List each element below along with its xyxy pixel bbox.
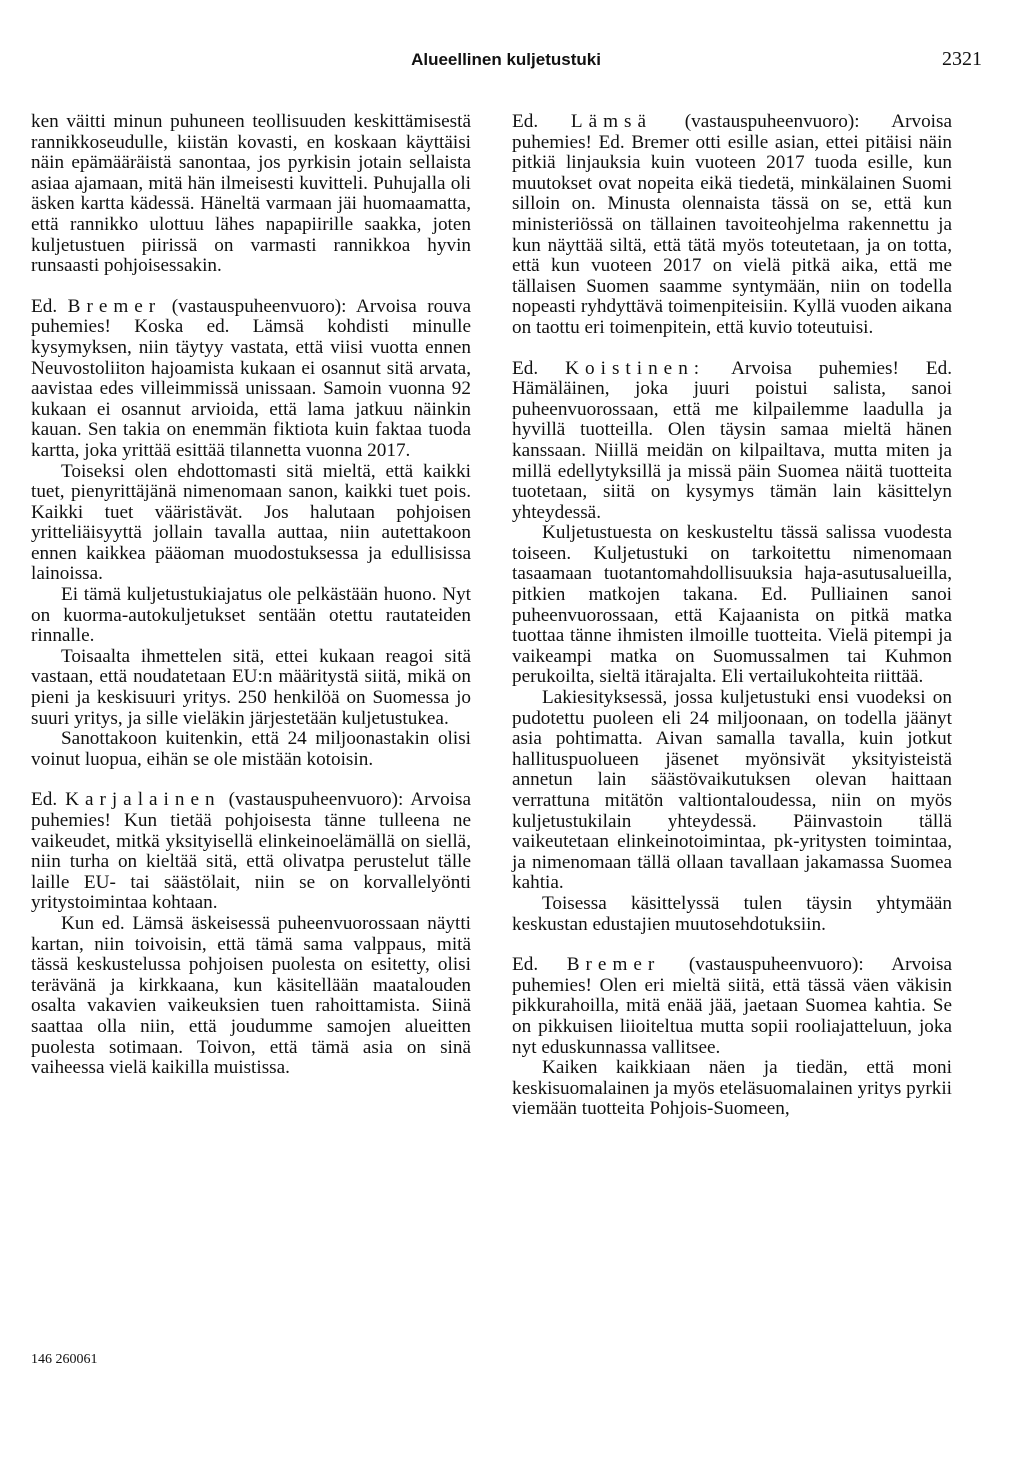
paragraph: Toisaalta ihmettelen sitä, ettei kukaan reagoi sitä vastaan, että noudatetaan EU:n määritystä siitä, mikä on pieni ja keskisuuri yritys. 250 henkilöä on Suomessa jo suuri yritys, ja sille vieläkin järjestetään kuljetustukea.	[31, 645, 471, 729]
speaker-name: Karjalainen	[65, 789, 221, 811]
speaker-name: Bremer	[67, 295, 162, 317]
paragraph: Sanottakoon kuitenkin, että 24 miljoonastakin olisi voinut luopua, eihän se ole mistään kotoisin.	[31, 728, 471, 770]
print-code: 146 260061	[31, 1352, 98, 1367]
page-header	[30, 50, 982, 84]
speech-text: (vastauspuheenvuoro): Arvoisa puhemies! Ed. Bremer otti esille asian, ettei pitäisi näin pitkiä linjauksia kuin vuoteen 2017 tuoda esille, kun muutokset ovat nopeita eikä tiedetä, minkälainen Suomi silloin on. Minusta olennaista tässä on se, että kun ministeriössä on tällainen tavoiteohjelma rakennettu ja kun näyttää siltä, että tätä myös toteutetaan, ja on totta, että kun vuoteen 2017 on vielä pitkä aika, että me tällaisen Suomen saamme syntymään, niin on todella nopeasti ryhdyttävä toimenpiteisiin. Kyllä vuoden aikana on taottu eri toimenpitein, että kuvio toteutuisi.	[512, 111, 952, 338]
speech-karjalainen	[31, 790, 471, 914]
speech-koistinen	[512, 359, 952, 524]
paragraph: Kun ed. Lämsä äskeisessä puheenvuorossaan näytti kartan, niin toivoisin, että tämä sama valppaus, mitä tässä keskustelussa pohjoisen puolesta on esitetty, olisi terävänä ja kirkkaana, kun käsitellään maatalouden osalta vakavien vaikeuksien tuen rahoittamista. Siinä saattaa olla niin, että joudumme samojen alueitten puolesta sotimaan. Toivon, että tämä asia on sinä vaiheessa vielä kaikilla muistissa.	[31, 912, 471, 1079]
speaker-name: Bremer	[566, 954, 661, 976]
speech-bremer	[31, 297, 471, 462]
speech-text: (vastauspuheenvuoro): Arvoisa puhemies! Olen eri mieltä siitä, että tässä väen väkisin pikkurahoilla, mitä enää jää, jaetaan Suomea kahtia. Se on pikkuisen liioiteltua mutta sopii rooliajatteluun, joka nyt eduskunnassa vallitsee.	[512, 954, 952, 1058]
right-column	[512, 112, 952, 1120]
speech-text: (vastauspuheenvuoro): Arvoisa rouva puhemies! Koska ed. Lämsä kohdisti minulle kysymyksen, niin täytyy vastata, että viisi vuotta ennen Neuvostoliiton hajoamista kukaan ei osannut sitä arvata, aavistaa edes villeimmissä unissaan. Samoin vuonna 92 kukaan ei osannut arvioida, että lama jatkuu näinkin kauan. Sen takia on enemmän fiktiota kuin faktaa tuoda kartta, joka yrittää esittää tilannetta vuonna 2017.	[31, 295, 471, 461]
speech-bremer-2	[512, 955, 952, 1058]
paragraph: ken väitti minun puhuneen teollisuuden keskittämisestä rannikkoseudulle, kiistän kovasti, en koskaan käyttäisi näin epämääräistä sanontaa, jos pyrkisin jotain sellaista asiaa ajamaan, mitä hän ilmeisesti kuvitteli. Puhujalla oli äsken kartta kädessä. Häneltä varmaan jäi huomaamatta, että rannikko ulottuu lähes napapiirille saakka, joten kuljetustuen piirissä on varmasti rannikkoa hyvin runsaasti pohjoisessakin.	[31, 111, 471, 277]
speaker-name: Koistinen:	[565, 357, 706, 379]
speech-lamsa	[512, 112, 952, 339]
speech-prefix: Ed.	[512, 111, 571, 132]
paragraph: Toisessa käsittelyssä tulen täysin yhtymään keskustan edustajien muutosehdotuksiin.	[512, 892, 952, 935]
paragraph: Toiseksi olen ehdottomasti sitä mieltä, että kaikki tuet, pienyrittäjänä nimenomaan sanon, kaikki tuet pois. Kaikki tuet vääristävät. Jos halutaan pohjoisen yritteliäisyyttä jollain tavalla auttaa, niin autettakoon ennen kaikkea pääoman muodostuksessa ja edullisissa lainoissa.	[31, 460, 471, 585]
paragraph: Kaiken kaikkiaan näen ja tiedän, että moni keskisuomalainen ja myös eteläsuomalainen yritys pyrkii viemään tuotteita Pohjois-Suomeen,	[512, 1057, 952, 1120]
paragraph: Ei tämä kuljetustukiajatus ole pelkästään huono. Nyt on kuorma-autokuljetukset sentään otettu rautateiden rinnalle.	[31, 584, 471, 647]
speech-text: Arvoisa puhemies! Ed. Hämäläinen, joka juuri poistui salista, sanoi puheenvuorossaan, että me kilpailemme laadulla ja hyvillä tuotteilla. Olen täysin samaa mieltä hänen kanssaan. Niillä meidän on kilpailtava, mutta miten ja millä edellytyksillä ja missä päin Suomea näitä tuotteita tuotetaan, siitä on kysymys tämän lain käsittelyn yhteydessä.	[512, 357, 952, 523]
running-title: Alueellinen kuljetustuki	[411, 50, 601, 69]
speaker-name: Lämsä	[570, 111, 653, 132]
paragraph: Kuljetustuesta on keskusteltu tässä salissa vuodesta toiseen. Kuljetustuki on tarkoitettu nimenomaan tasaamaan tuotantomahdollisuuksia haja-asutusalueilla, pitkien matkojen takana. Ed. Pulliainen sanoi puheenvuorossaan, että Kajaanista on pitkä matka tuottaa tänne ihmisten ilmoille tuotteita. Vielä pitempi ja vaikeampi matka on Suomussalmen tai Kuhmon perukoilta, sieltä itärajalta. Eli vertailukohteita riittää.	[512, 522, 952, 688]
page-number: 2321	[942, 48, 982, 70]
paragraph: Lakiesityksessä, jossa kuljetustuki ensi vuodeksi on pudotettu puoleen eli 24 miljoonaan, on todella jäänyt asia pohtimatta. Aivan samalla tavalla, kuin jotkut hallituspuolueen jäsenet myönsivät yksityisteistä annetun lain säästövaikutuksen olevan haittaan verrattuna mitätön valtiontaloudessa, niin on myös kuljetustukilain yhteydessä. Päinvastoin tällä vaikeutetaan elinkeinotoimintaa, pk-yritysten toimintaa, ja nimenomaan tällä ollaan tavallaan jakamassa Suomea kahtia.	[512, 687, 952, 894]
speech-prefix: Ed.	[512, 357, 566, 379]
left-column	[31, 112, 471, 1079]
speech-prefix: Ed.	[31, 295, 68, 317]
speech-prefix: Ed.	[31, 789, 66, 811]
speech-prefix: Ed.	[512, 954, 567, 976]
speech-text: (vastauspuheenvuoro): Arvoisa puhemies! Kun tietää pohjoisesta tänne tulleena ne vaikeudet, mitkä yksityisellä elinkeinoelämällä on siellä, niin turha on kieltää sitä, että olivatpa perustelut tälle laille EU- tai säästölait, niin se on korvallelyönti yritystoimintaa kohtaan.	[31, 789, 471, 914]
